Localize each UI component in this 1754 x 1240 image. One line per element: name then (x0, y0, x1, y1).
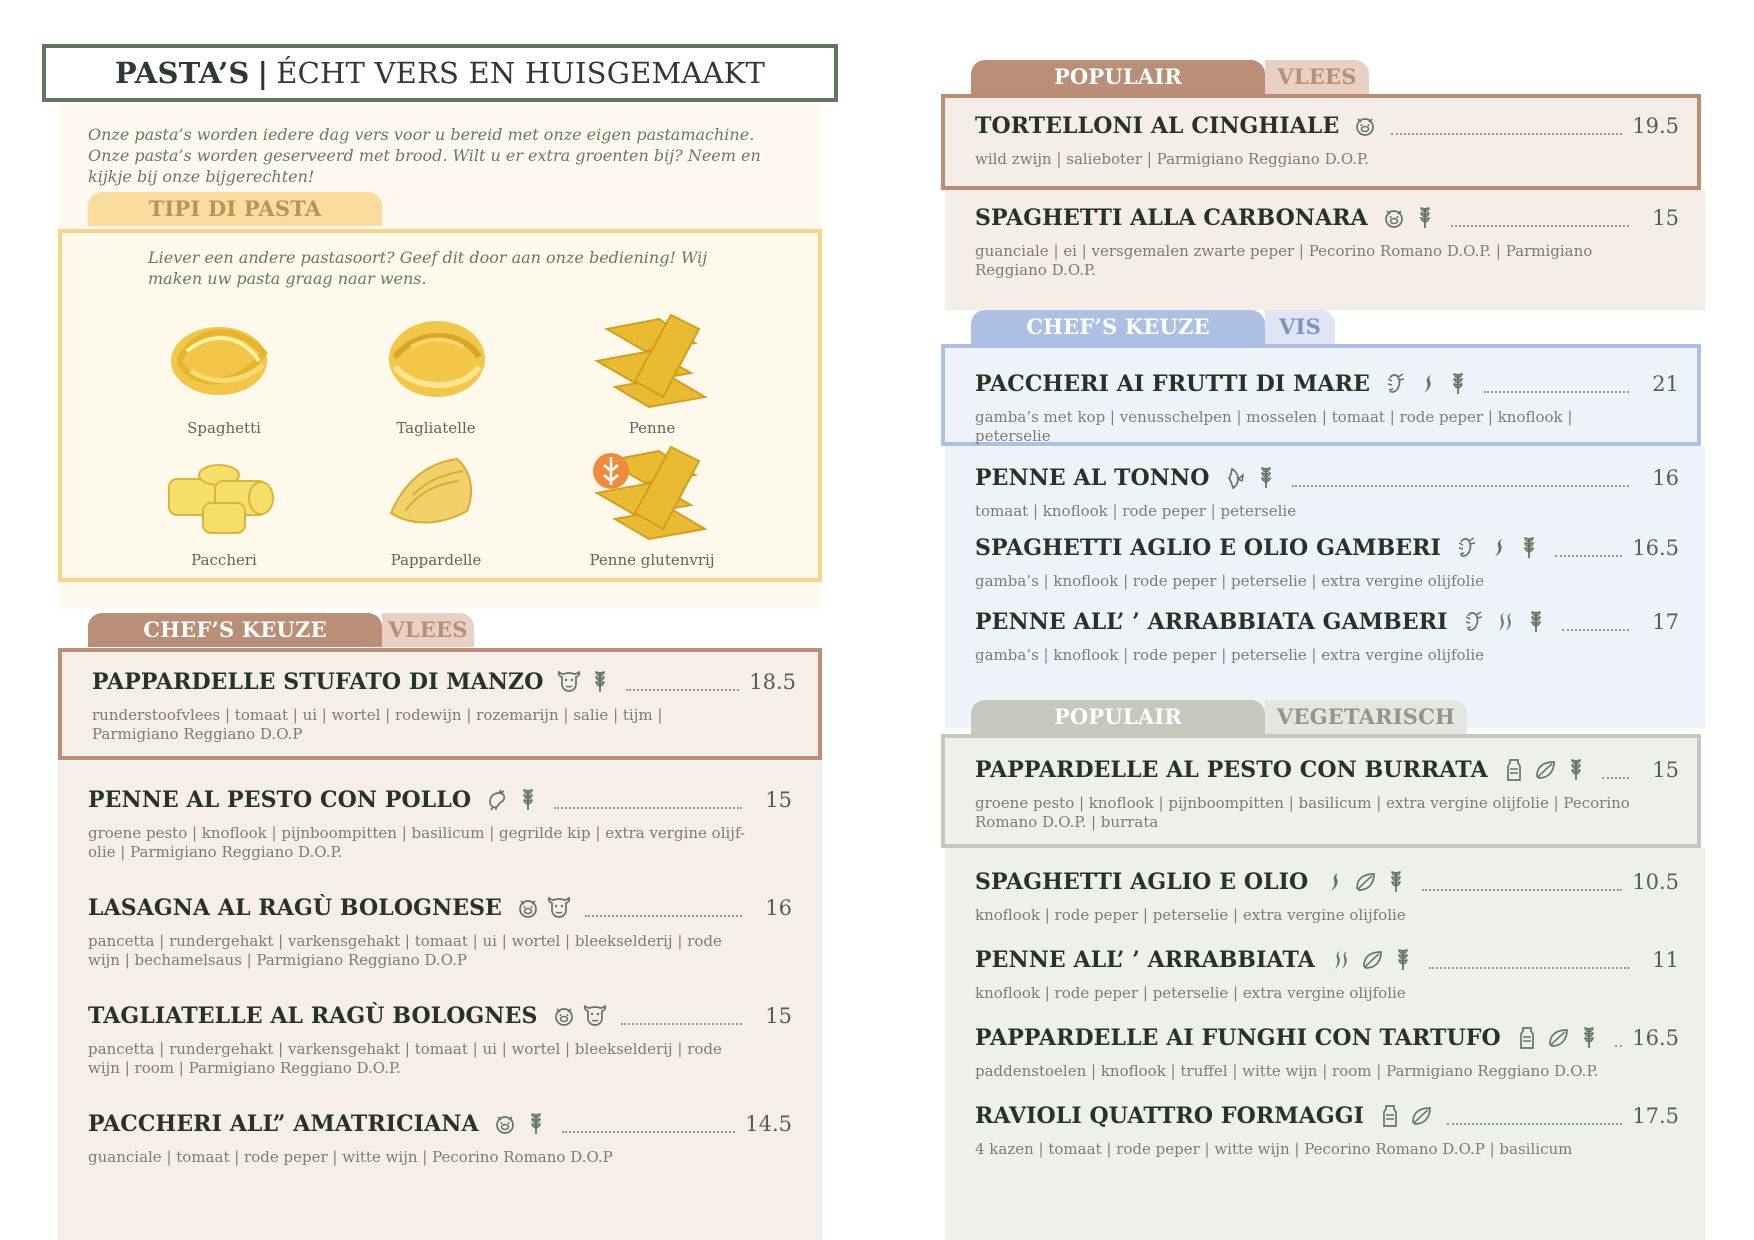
right-featured-veg-box (941, 734, 1701, 848)
chili-icon (1322, 870, 1346, 894)
dish-description: gamba’s | knoflook | rode peper | peterselie | extra vergine olijfolie (975, 572, 1485, 590)
dish-tagliatelle-bolognes (88, 1000, 792, 1078)
dish-description: knoflook | rode peper | peterselie | extra vergine olijfolie (975, 984, 1406, 1002)
leaf-icon (1546, 1026, 1570, 1050)
dish-header (975, 944, 1679, 976)
dish-icons (1502, 758, 1588, 782)
spaghetti-icon (159, 309, 289, 409)
pasta-tabs (88, 192, 382, 226)
pasta-types-box (58, 229, 822, 582)
dish-name: PAPPARDELLE STUFATO DI MANZO (92, 669, 544, 695)
dish-header (88, 1000, 792, 1032)
tagliatelle-icon (371, 309, 501, 409)
dish-price: 16.5 (1632, 1026, 1679, 1050)
wheat-icon (516, 788, 540, 812)
title-separator: | (257, 56, 269, 90)
dot-leader (1451, 209, 1629, 227)
dish-icons (1382, 206, 1437, 230)
dish-tortelloni-cinghiale (975, 110, 1679, 169)
cow-icon (547, 896, 571, 920)
dish-name: TORTELLONI AL CINGHIALE (975, 113, 1340, 139)
pig-icon (516, 896, 540, 920)
left-meat-tabs (88, 613, 474, 647)
fish-icon (1223, 466, 1247, 490)
wheat-icon (1577, 1026, 1601, 1050)
cow-icon (583, 1004, 607, 1028)
leaf-icon (1409, 1104, 1433, 1128)
dish-header (975, 866, 1679, 898)
dish-header (975, 532, 1679, 564)
dish-icons (1329, 948, 1415, 972)
right-veg-list (945, 848, 1705, 1240)
pig-icon (1382, 206, 1406, 230)
dish-description: paddenstoelen | knoflook | truffel | witte wijn | room | Parmigiano Reggiano D.O.P. (975, 1062, 1599, 1080)
wheat-icon (1254, 466, 1278, 490)
dish-spaghetti-aglio (975, 866, 1679, 925)
tab-populair: POPULAIR (971, 700, 1265, 734)
dish-ravioli-formaggi (975, 1100, 1679, 1159)
dish-header (975, 110, 1679, 142)
paccheri-icon (159, 441, 289, 541)
pig-icon (552, 1004, 576, 1028)
dish-name: SPAGHETTI AGLIO E OLIO (975, 869, 1309, 895)
dish-icons (1378, 1104, 1433, 1128)
dish-spaghetti-aglio-gamberi (975, 532, 1679, 591)
pasta-label: Spaghetti (187, 419, 261, 437)
wheat-icon (1564, 758, 1588, 782)
dish-header (88, 1108, 792, 1140)
pasta-item-penne-glutenvrij (562, 441, 742, 569)
dot-leader (1562, 613, 1629, 631)
dish-name: TAGLIATELLE AL RAGÙ BOLOGNES (88, 1003, 538, 1029)
right-featured-meat-box (941, 94, 1701, 190)
chicken-icon (485, 788, 509, 812)
dot-leader (1447, 1107, 1622, 1125)
wheat-icon (1391, 948, 1415, 972)
cow-icon (557, 670, 581, 694)
dish-name: PENNE AL PESTO CON POLLO (88, 787, 472, 813)
dish-pappardelle-funghi (975, 1022, 1679, 1081)
dot-leader (621, 1007, 743, 1025)
intro-text: Onze pasta’s worden iedere dag vers voor u bereid met onze eigen pastamachine. Onze pasta’s worden geserveerd met brood. Wilt u er extra groenten bij? Neem en kijkje bij onze bijgerechten! (88, 125, 761, 186)
title-bold: PASTA’S (114, 56, 250, 90)
dish-header (88, 784, 792, 816)
dish-name: SPAGHETTI AGLIO E OLIO GAMBERI (975, 535, 1441, 561)
dish-price: 14.5 (745, 1112, 792, 1136)
pasta-label: Tagliatelle (396, 419, 476, 437)
dish-description: knoflook | rode peper | peterselie | extra vergine olijfolie (975, 906, 1406, 924)
dish-description: guanciale | ei | versgemalen zwarte peper | Pecorino Romano D.O.P. | Parmigiano Reggiano D.O.P. (975, 242, 1593, 279)
dish-penne-tonno (975, 462, 1679, 521)
pasta-item-tagliatelle (346, 309, 526, 437)
dot-leader (554, 791, 742, 809)
dish-description: groene pesto | knoflook | pijnboompitten | basilicum | extra vergine olijfolie | Pecorino Romano D.O.P. | burrata (975, 794, 1630, 831)
shrimp-icon (1462, 610, 1486, 634)
dish-name: PACCHERI AI FRUTTI DI MARE (975, 371, 1370, 397)
leaf-icon (1353, 870, 1377, 894)
penne-glutenfree-icon (587, 441, 717, 541)
dish-price: 10.5 (1632, 870, 1679, 894)
dish-paccheri-amatriciana (88, 1108, 792, 1167)
chili-icon (1493, 610, 1517, 634)
chili-icon (1486, 536, 1510, 560)
dish-name: LASAGNA AL RAGÙ BOLOGNESE (88, 895, 502, 921)
dish-pappardelle-burrata (975, 754, 1679, 832)
pasta-label: Pappardelle (390, 551, 482, 569)
dot-leader (1555, 539, 1622, 557)
dish-description: groene pesto | knoflook | pijnboompitten | basilicum | gegrilde kip | extra vergine olijf-olie | Parmigiano Reggiano D.O.P. (88, 824, 746, 861)
dish-icons (552, 1004, 607, 1028)
dish-icons (1515, 1026, 1601, 1050)
shrimp-icon (1455, 536, 1479, 560)
left-featured-box (58, 648, 822, 760)
milk-icon (1502, 758, 1526, 782)
dish-icons (1462, 610, 1548, 634)
dish-price: 17.5 (1632, 1104, 1679, 1128)
pig-icon (493, 1112, 517, 1136)
tab-vlees: VLEES (382, 613, 474, 647)
dish-icons (493, 1112, 548, 1136)
dish-header (975, 202, 1679, 234)
dish-description: tomaat | knoflook | rode peper | peterselie (975, 502, 1297, 520)
pappardelle-icon (371, 441, 501, 541)
dish-icons (1353, 114, 1377, 138)
dish-price: 16.5 (1632, 536, 1679, 560)
dish-price: 21 (1652, 372, 1679, 396)
dish-header (975, 368, 1679, 400)
pasta-item-pappardelle (346, 441, 526, 569)
pasta-label: Paccheri (191, 551, 257, 569)
dot-leader (585, 899, 742, 917)
dot-leader (1602, 761, 1629, 779)
dish-description: pancetta | rundergehakt | varkensgehakt | tomaat | ui | wortel | bleekselderij | rode wijn | bechamelsaus | Parmigiano Reggiano D.O.P (88, 932, 722, 969)
wheat-icon (524, 1112, 548, 1136)
wheat-icon (588, 670, 612, 694)
left-meat-list (58, 760, 822, 1240)
milk-icon (1378, 1104, 1402, 1128)
dish-price: 15 (1652, 206, 1679, 230)
leaf-icon (1360, 948, 1384, 972)
dish-price: 17 (1652, 610, 1679, 634)
pasta-item-penne (562, 309, 742, 437)
right-featured-fish-box (941, 344, 1701, 446)
pig-icon (1353, 114, 1377, 138)
tab-chefs-keuze: CHEF’S KEUZE (971, 310, 1265, 344)
dish-name: PENNE AL TONNO (975, 465, 1210, 491)
right-fish-list (945, 446, 1705, 728)
dish-featured-left (92, 666, 796, 744)
dot-leader (626, 673, 739, 691)
dish-price: 15 (765, 788, 792, 812)
dish-header (975, 462, 1679, 494)
dot-leader (1391, 117, 1622, 135)
dot-leader (1429, 951, 1629, 969)
dish-icons (516, 896, 571, 920)
dish-description: pancetta | rundergehakt | varkensgehakt | tomaat | ui | wortel | bleekselderij | rode wijn | room | Parmigiano Reggiano D.O.P. (88, 1040, 722, 1077)
right-popular-meat-tabs (971, 60, 1369, 94)
dish-penne-pesto-pollo (88, 784, 792, 862)
tab-tipi-di-pasta: TIPI DI PASTA (88, 192, 382, 226)
dish-header (975, 1022, 1679, 1054)
dish-name: SPAGHETTI ALLA CARBONARA (975, 205, 1368, 231)
wheat-icon (1446, 372, 1470, 396)
dish-price: 16 (1652, 466, 1679, 490)
wheat-icon (1413, 206, 1437, 230)
dish-price: 15 (765, 1004, 792, 1028)
tab-vegetarisch: VEGETARISCH (1265, 700, 1467, 734)
dish-header (92, 666, 796, 698)
right-popular-veg-tabs (971, 700, 1467, 734)
left-page (42, 44, 842, 1166)
dot-leader (1615, 1029, 1622, 1047)
dish-icons (1384, 372, 1470, 396)
dish-header (975, 754, 1679, 786)
wheat-icon (1517, 536, 1541, 560)
title-light: ÉCHT VERS EN HUISGEMAAKT (276, 56, 766, 90)
page-title (42, 44, 838, 102)
pasta-label: Penne (628, 419, 676, 437)
dish-penne-arrabbiata-gamberi (975, 606, 1679, 665)
right-chef-fish-tabs (971, 310, 1335, 344)
tab-populair: POPULAIR (971, 60, 1265, 94)
dot-leader (562, 1115, 736, 1133)
dish-name: PACCHERI ALL” AMATRICIANA (88, 1111, 479, 1137)
chili-icon (1415, 372, 1439, 396)
tab-vlees: VLEES (1265, 60, 1369, 94)
pasta-note: Liever een andere pastasoort? Geef dit door aan onze bediening! Wij maken uw pasta graag naar wens. (148, 248, 708, 288)
dish-description: gamba’s met kop | venusschelpen | mosselen | tomaat | rode peper | knoflook | peterselie (975, 408, 1573, 445)
dish-name: PENNE ALL’ ’ ARRABBIATA GAMBERI (975, 609, 1448, 635)
dish-header (88, 892, 792, 924)
dish-name: PENNE ALL’ ’ ARRABBIATA (975, 947, 1315, 973)
shrimp-icon (1384, 372, 1408, 396)
dish-icons (557, 670, 612, 694)
dish-name: PAPPARDELLE AL PESTO CON BURRATA (975, 757, 1488, 783)
dish-price: 15 (1652, 758, 1679, 782)
dot-leader (1484, 375, 1629, 393)
penne-icon (587, 309, 717, 409)
dish-lasagna (88, 892, 792, 970)
dish-name: PAPPARDELLE AI FUNGHI CON TARTUFO (975, 1025, 1501, 1051)
dish-icons (1223, 466, 1278, 490)
dish-price: 19.5 (1632, 114, 1679, 138)
dish-paccheri-frutti (975, 368, 1679, 446)
dish-name: RAVIOLI QUATTRO FORMAGGI (975, 1103, 1365, 1129)
dish-penne-arrabbiata (975, 944, 1679, 1003)
dish-icons (1455, 536, 1541, 560)
dish-icons (485, 788, 540, 812)
pasta-item-paccheri (134, 441, 314, 569)
milk-icon (1515, 1026, 1539, 1050)
pasta-item-spaghetti (134, 309, 314, 437)
dish-description: 4 kazen | tomaat | rode peper | witte wijn | Pecorino Romano D.O.P | basilicum (975, 1140, 1573, 1158)
dish-icons (1322, 870, 1408, 894)
chili-icon (1329, 948, 1353, 972)
dish-description: runderstoofvlees | tomaat | ui | wortel | rodewijn | rozemarijn | salie | tijm | Parmigiano Reggiano D.O.P (92, 706, 663, 743)
pasta-label: Penne glutenvrij (589, 551, 715, 569)
tab-vis: VIS (1265, 310, 1335, 344)
dish-description: gamba’s | knoflook | rode peper | peterselie | extra vergine olijfolie (975, 646, 1485, 664)
right-meat-list (945, 190, 1705, 310)
dish-header (975, 606, 1679, 638)
wheat-icon (1384, 870, 1408, 894)
dish-price: 18.5 (749, 670, 796, 694)
dish-spaghetti-carbonara (975, 202, 1679, 280)
tab-chefs-keuze: CHEF’S KEUZE (88, 613, 382, 647)
dish-header (975, 1100, 1679, 1132)
dish-price: 11 (1652, 948, 1679, 972)
dish-description: guanciale | tomaat | rode peper | witte wijn | Pecorino Romano D.O.P (88, 1148, 613, 1166)
leaf-icon (1533, 758, 1557, 782)
dish-description: wild zwijn | salieboter | Parmigiano Reggiano D.O.P. (975, 150, 1369, 168)
dot-leader (1292, 469, 1629, 487)
wheat-icon (1524, 610, 1548, 634)
dish-price: 16 (765, 896, 792, 920)
dot-leader (1422, 873, 1622, 891)
